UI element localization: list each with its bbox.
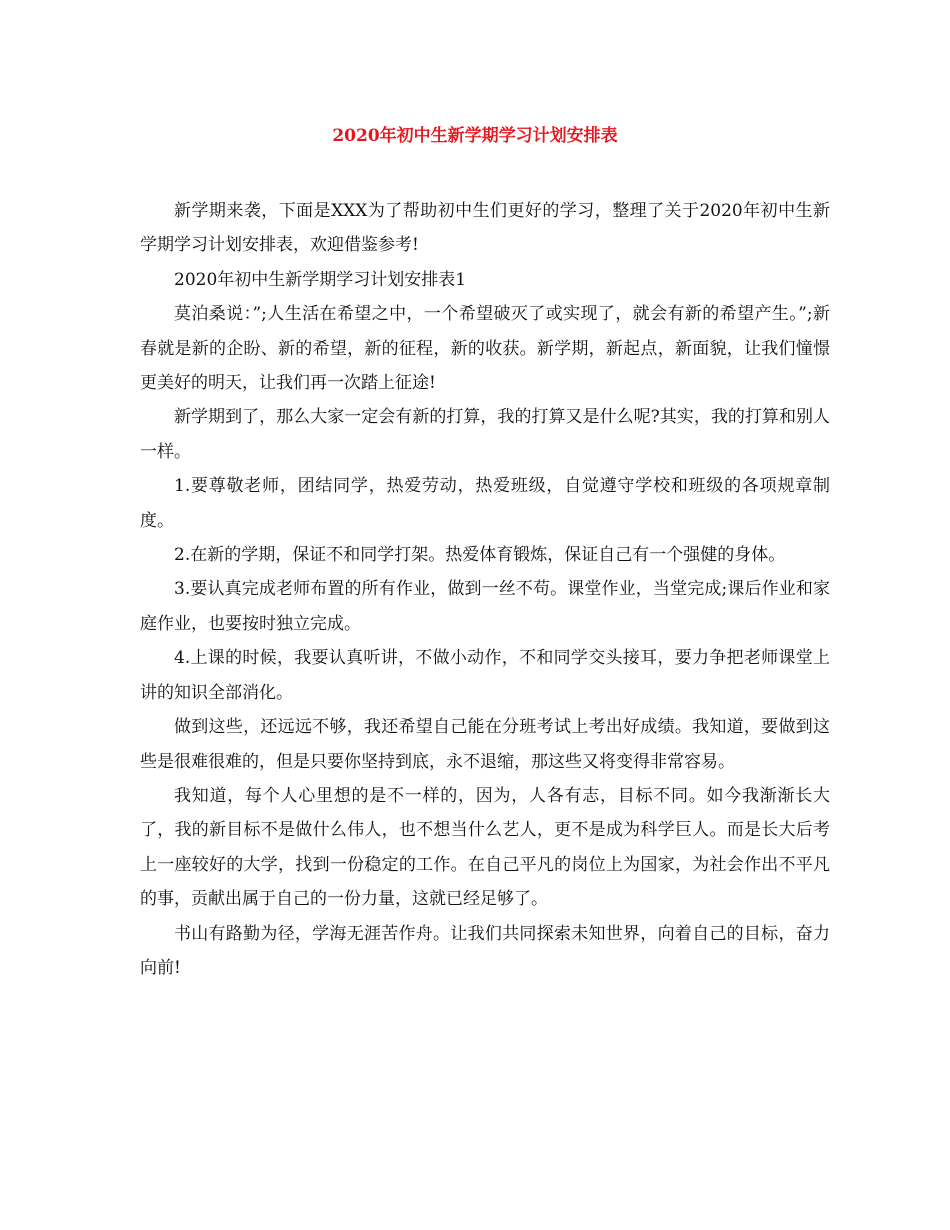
- list-item-2: 2.在新的学期，保证不和同学打架。热爱体育锻炼，保证自己有一个强健的身体。: [174, 545, 786, 566]
- document-body: [140, 194, 830, 985]
- list-item-4: 4.上课的时候，我要认真听讲，不做小动作，不和同学交头接耳，要力争把老师课堂上讲的知识全部消化。: [140, 648, 830, 703]
- paragraph-closing: 书山有路勤为径，学海无涯苦作舟。让我们共同探索未知世界，向着自己的目标，奋力向前!: [140, 923, 830, 978]
- paragraph-exam-goal: 做到这些，还远远不够，我还希望自己能在分班考试上考出好成绩。我知道，要做到这些是很难很难的，但是只要你坚持到底，永不退缩，那这些又将变得非常容易。: [140, 717, 830, 772]
- section-heading: 2020年初中生新学期学习计划安排表1: [174, 269, 467, 290]
- paragraph-intro: 新学期来袭，下面是XXX为了帮助初中生们更好的学习，整理了关于2020年初中生新学期学习计划安排表，欢迎借鉴参考!: [140, 201, 830, 256]
- document-title: 2020年初中生新学期学习计划安排表: [332, 126, 618, 146]
- paragraph-life-goal: 我知道，每个人心里想的是不一样的，因为，人各有志，目标不同。如今我渐渐长大了，我的新目标不是做什么伟人，也不想当什么艺人，更不是成为科学巨人。而是长大后考上一座较好的大学，找到一份稳定的工作。在自己平凡的岗位上为国家，为社会作出不平凡的事，贡献出属于自己的一份力量，这就已经足够了。: [140, 785, 830, 910]
- list-item-1: 1.要尊敬老师，团结同学，热爱劳动，热爱班级，自觉遵守学校和班级的各项规章制度。: [140, 476, 830, 531]
- paragraph-plan-intro: 新学期到了，那么大家一定会有新的打算，我的打算又是什么呢?其实，我的打算和别人一样。: [140, 407, 830, 462]
- list-item-3: 3.要认真完成老师布置的所有作业，做到一丝不苟。课堂作业，当堂完成;课后作业和家庭作业，也要按时独立完成。: [140, 579, 830, 634]
- paragraph-quote: 莫泊桑说：”;人生活在希望之中，一个希望破灭了或实现了，就会有新的希望产生。”;新春就是新的企盼、新的希望，新的征程，新的收获。新学期，新起点，新面貌，让我们憧憬更美好的明天，让我们再一次踏上征途!: [140, 304, 830, 394]
